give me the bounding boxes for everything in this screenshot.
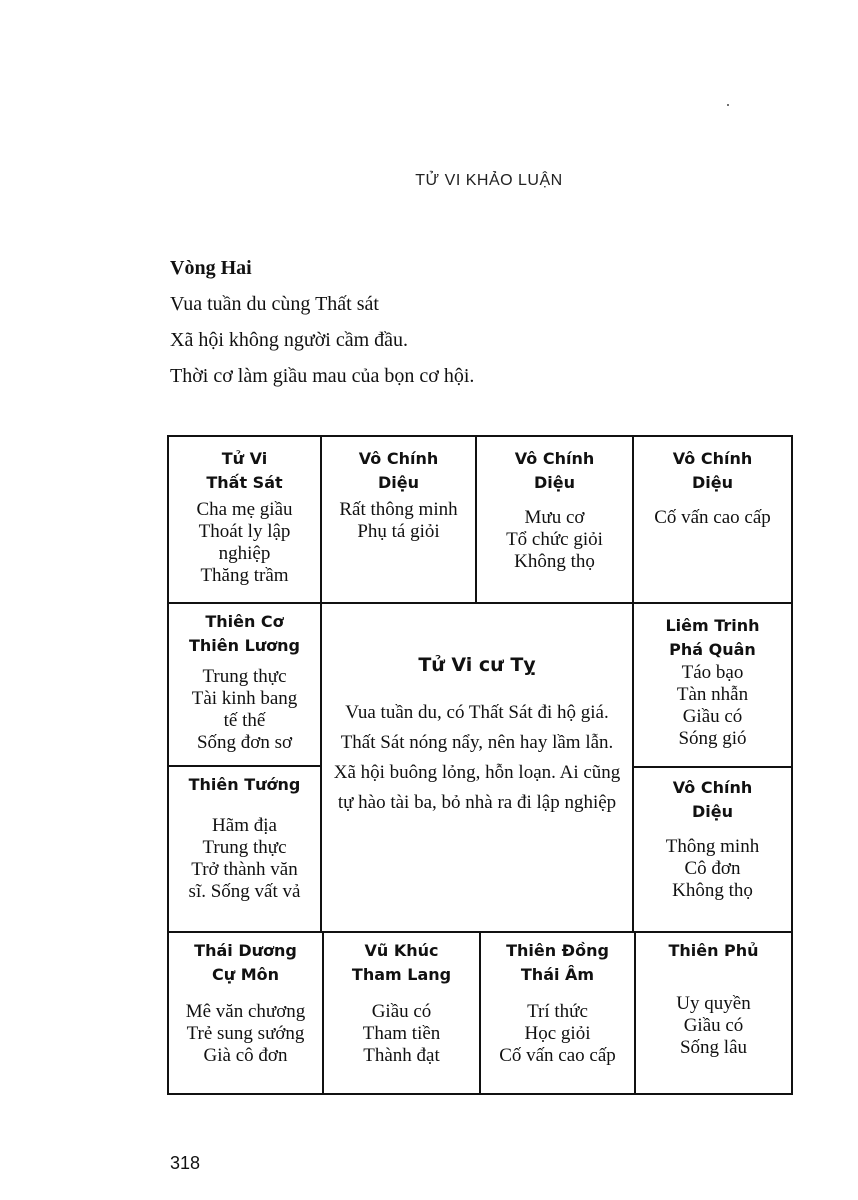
trait: Uy quyền (676, 993, 751, 1014)
trait: Cha mẹ giầu (196, 499, 293, 520)
trait: Già cô đơn (203, 1045, 288, 1066)
trait-list (477, 507, 632, 573)
star-name: Tử Vi (221, 449, 268, 468)
horoscope-chart (167, 435, 793, 1095)
trait-list (169, 666, 320, 754)
page-number: 318 (170, 1153, 201, 1173)
star-name: Liêm Trinh (665, 616, 760, 635)
star-name: Vô Chính (672, 449, 753, 468)
star-names (636, 939, 791, 963)
star-names (634, 447, 791, 495)
scan-speck (727, 104, 729, 106)
trait: Rất thông minh (339, 499, 458, 520)
verse-line: Xã hội không người cầm đầu. (170, 329, 409, 351)
trait-list (634, 507, 791, 529)
trait-list (481, 1001, 634, 1067)
palace-cell (634, 768, 791, 931)
star-names (322, 447, 475, 495)
center-title: Tử Vi cư Tỵ (418, 654, 536, 676)
trait-list (324, 1001, 479, 1067)
trait: Phụ tá giỏi (357, 521, 440, 542)
trait-list (636, 993, 791, 1059)
trait: Trở thành văn (191, 859, 298, 880)
star-name: Diệu (691, 473, 733, 492)
star-names (169, 939, 322, 987)
center-description: Vua tuần du, có Thất Sát đi hộ giá. Thất Sát nóng nẩy, nên hay lầm lẫn. Xã hội buông lỏng, hỗn loạn. Ai cũng tự hào tài ba, bỏ nhà ra đi lập nghiệp (333, 702, 621, 813)
trait: Cố vấn cao cấp (654, 507, 771, 528)
trait: Trẻ sung sướng (186, 1023, 305, 1044)
trait: Tham tiền (362, 1023, 441, 1044)
trait-list (322, 499, 475, 543)
trait: Cô đơn (684, 858, 741, 879)
trait: Táo bạo (681, 662, 744, 683)
star-name: Thiên Phủ (668, 941, 759, 960)
palace-cell (169, 437, 320, 602)
running-head: TỬ VI KHẢO LUẬN (415, 172, 563, 189)
star-names (324, 939, 479, 987)
trait-list (634, 662, 791, 750)
trait: Trung thực (202, 837, 287, 858)
star-name: Thái Dương (194, 941, 297, 960)
trait-list (169, 815, 320, 903)
star-name: Thiên Đồng (506, 941, 609, 960)
palace-cell (169, 604, 320, 765)
star-name: Thiên Lương (188, 636, 301, 655)
star-names (481, 939, 634, 987)
trait: nghiệp (218, 543, 271, 564)
trait: Thăng trầm (200, 565, 289, 586)
palace-cell (634, 437, 791, 602)
palace-cell (169, 767, 320, 931)
star-names (477, 447, 632, 495)
star-names (169, 773, 320, 797)
star-names (634, 614, 791, 662)
star-names (169, 447, 320, 495)
trait: Thông minh (665, 836, 760, 857)
trait: sĩ. Sống vất vả (188, 881, 301, 902)
trait: Giầu có (683, 1015, 744, 1036)
trait: Mưu cơ (524, 507, 585, 528)
trait: Sóng gió (678, 728, 747, 749)
star-name: Tham Lang (351, 965, 452, 984)
trait: Trung thực (202, 666, 287, 687)
trait: Không thọ (672, 880, 753, 901)
verse-line: Thời cơ làm giầu mau của bọn cơ hội. (170, 365, 475, 387)
trait: Giầu có (371, 1001, 432, 1022)
chart-center (322, 604, 632, 931)
trait: Cố vấn cao cấp (499, 1045, 616, 1066)
palace-cell (169, 933, 322, 1093)
trait: Thoát ly lập (198, 521, 291, 542)
trait: Học giỏi (524, 1023, 591, 1044)
star-names (634, 776, 791, 824)
trait: Giầu có (682, 706, 743, 727)
palace-cell (634, 604, 791, 766)
trait-list (634, 836, 791, 902)
star-name: Diệu (533, 473, 575, 492)
star-name: Vô Chính (358, 449, 439, 468)
star-name: Diệu (691, 802, 733, 821)
palace-cell (477, 437, 632, 602)
intro-verse (170, 250, 474, 394)
trait: Hãm địa (212, 815, 277, 836)
star-name: Vô Chính (672, 778, 753, 797)
star-name: Vũ Khúc (364, 941, 439, 960)
trait-list (169, 499, 320, 587)
trait: Không thọ (514, 551, 595, 572)
trait: Tàn nhẫn (676, 684, 749, 705)
palace-cell (324, 933, 479, 1093)
trait: Sống lâu (679, 1037, 748, 1058)
trait: Tổ chức giỏi (506, 529, 603, 550)
trait: tế thế (223, 710, 266, 731)
palace-cell (322, 437, 475, 602)
trait: Tài kinh bang (191, 688, 298, 709)
palace-cell (636, 933, 791, 1093)
star-name: Cự Môn (211, 965, 279, 984)
star-name: Thái Âm (520, 965, 595, 984)
trait: Mê văn chương (185, 1001, 306, 1022)
trait: Trí thức (527, 1001, 588, 1022)
star-name: Thất Sát (206, 473, 283, 492)
trait: Thành đạt (363, 1045, 440, 1066)
palace-cell (481, 933, 634, 1093)
star-name: Thiên Tướng (188, 775, 301, 794)
star-name: Thiên Cơ (205, 612, 284, 631)
star-name: Phá Quân (669, 640, 756, 659)
star-name: Diệu (377, 473, 419, 492)
trait: Sống đơn sơ (196, 732, 293, 753)
trait-list (169, 1001, 322, 1067)
star-name: Vô Chính (514, 449, 595, 468)
star-names (169, 610, 320, 658)
section-heading: Vòng Hai (170, 257, 252, 279)
verse-line: Vua tuần du cùng Thất sát (170, 293, 379, 315)
